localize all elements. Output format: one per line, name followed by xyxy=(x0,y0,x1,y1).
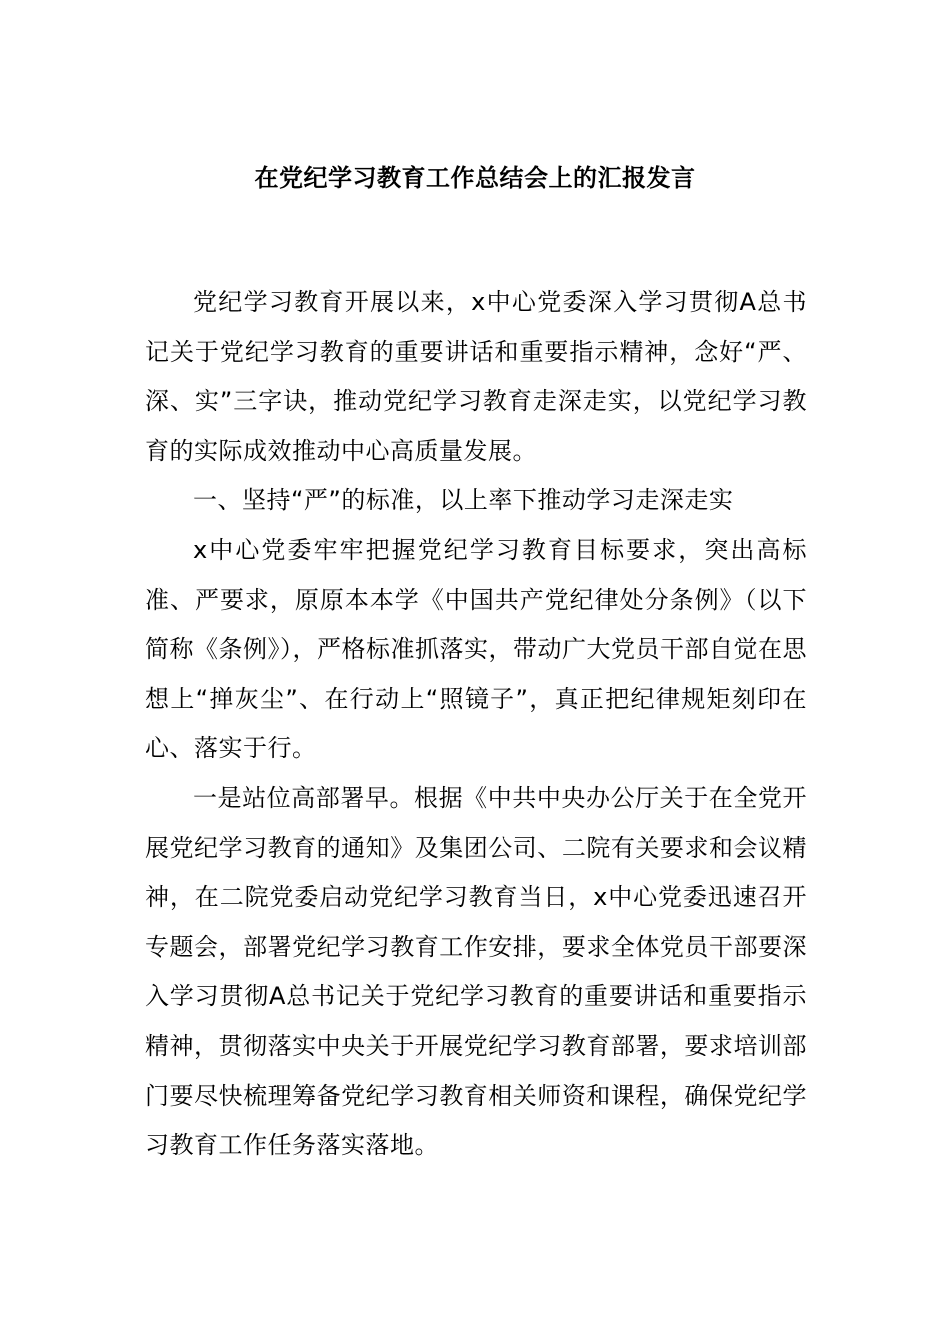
section-paragraph: x中心党委牢牢把握党纪学习教育目标要求，突出高标准、严要求，原原本本学《中国共产党纪律处分条例》（以下简称《条例》），严格标准抓落实，带动广大党员干部自觉在思想上“掸灰尘”、在行动上“照镜子”，真正把纪律规矩刻印在心、落实于行。 xyxy=(145,535,807,763)
document-body xyxy=(145,278,807,1171)
section-heading: 一、坚持“严”的标准，以上率下推动学习走深走实 xyxy=(193,486,734,515)
intro-paragraph: 党纪学习教育开展以来，x中心党委深入学习贯彻A总书记关于党纪学习教育的重要讲话和重要指示精神，念好“严、深、实”三字诀，推动党纪学习教育走深走实，以党纪学习教育的实际成效推动中心高质量发展。 xyxy=(145,288,807,465)
document-title: 在党纪学习教育工作总结会上的汇报发言 xyxy=(254,164,696,192)
point-paragraph: 一是站位高部署早。根据《中共中央办公厅关于在全党开展党纪学习教育的通知》及集团公司、二院有关要求和会议精神，在二院党委启动党纪学习教育当日，x中心党委迅速召开专题会，部署党纪学习教育工作安排，要求全体党员干部要深入学习贯彻A总书记关于党纪学习教育的重要讲话和重要指示精神，贯彻落实中央关于开展党纪学习教育部署，要求培训部门要尽快梳理筹备党纪学习教育相关师资和课程，确保党纪学习教育工作任务落实落地。 xyxy=(145,783,807,1160)
